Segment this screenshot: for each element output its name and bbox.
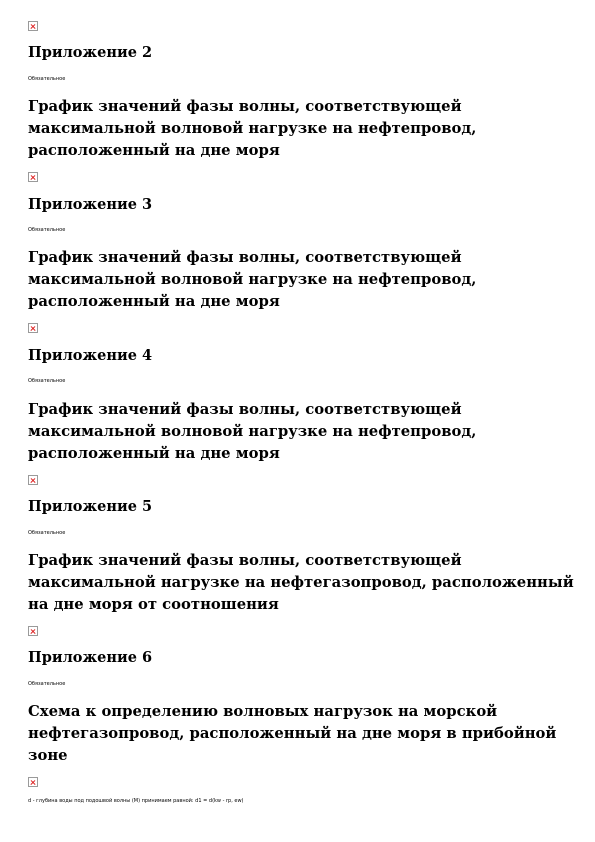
broken-image-icon [28,21,38,31]
broken-image-icon [28,172,38,182]
appendix-title: Приложение 4 [28,347,153,364]
heading-line: График значений фазы волны, соответствующей [28,249,462,266]
heading-line: расположенный на дне моря [28,293,280,310]
heading-line: расположенный на дне моря [28,142,280,159]
heading-line: расположенный на дне моря [28,445,280,462]
appendix-title: Приложение 6 [28,649,153,666]
broken-image-icon [28,777,38,787]
appendix-heading [28,550,588,616]
broken-image-icon [28,626,38,636]
appendix-title: Приложение 2 [28,44,153,61]
appendix-note: Обязательное [28,76,66,82]
appendix-title: Приложение 3 [28,196,153,213]
heading-line: максимальной волновой нагрузке на нефтепровод, [28,423,477,440]
appendix-heading [28,247,588,313]
heading-line: нефтегазопровод, расположенный на дне моря в прибойной [28,725,557,742]
broken-image-icon [28,323,38,333]
heading-line: зоне [28,747,68,764]
heading-line: График значений фазы волны, соответствующей [28,552,462,569]
broken-image-icon [28,475,38,485]
appendix-title: Приложение 5 [28,498,153,515]
appendix-heading [28,399,588,465]
heading-line: График значений фазы волны, соответствующей [28,98,462,115]
appendix-note: Обязательное [28,681,66,687]
heading-line: Схема к определению волновых нагрузок на морской [28,703,498,720]
appendix-note: Обязательное [28,227,66,233]
heading-line: максимальной волновой нагрузке на нефтепровод, [28,120,477,137]
footer-formula: d - глубина воды под подошвой волны (М) принимаем равной: d1 = d(kw - rp, ew) [28,798,244,804]
appendix-heading [28,96,588,162]
appendix-heading [28,701,588,767]
heading-line: на дне моря от соотношения [28,596,279,613]
heading-line: максимальной нагрузке на нефтегазопровод, расположенный [28,574,574,591]
heading-line: График значений фазы волны, соответствующей [28,401,462,418]
appendix-note: Обязательное [28,378,66,384]
appendix-note: Обязательное [28,530,66,536]
heading-line: максимальной волновой нагрузке на нефтепровод, [28,271,477,288]
